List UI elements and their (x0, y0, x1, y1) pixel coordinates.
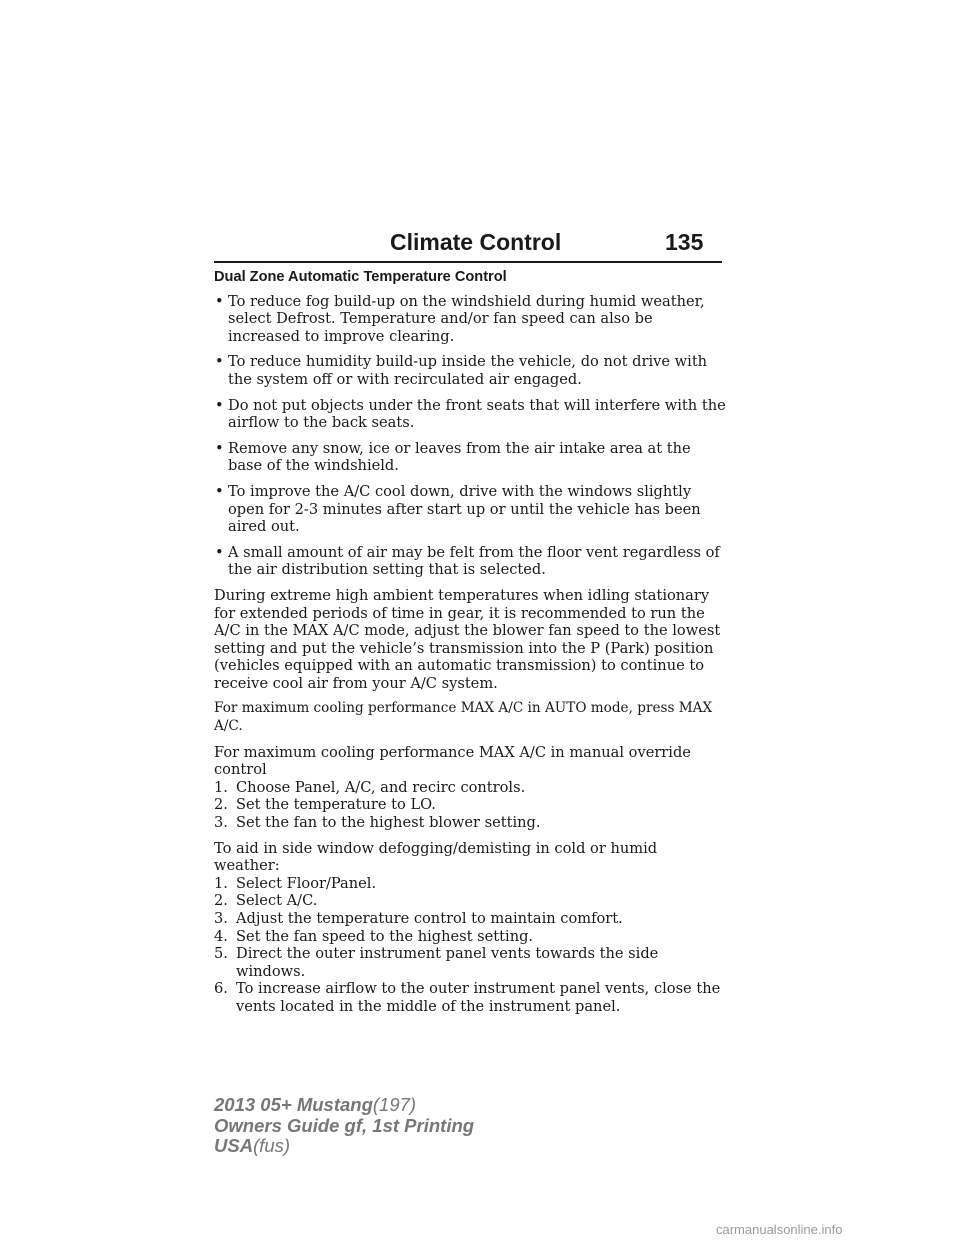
page-header-title: Climate Control (390, 229, 562, 255)
section-title: Dual Zone Automatic Temperature Control (214, 269, 507, 285)
step-item: 4. Set the fan speed to the highest setting. (214, 927, 534, 945)
step-item: 2. Set the temperature to LO. (214, 796, 436, 814)
page-content (214, 266, 726, 1024)
defogging-steps (214, 875, 726, 1016)
tips-list (214, 293, 726, 579)
footer-line-2: Owners Guide gf, 1st Printing (214, 1114, 475, 1136)
manual-override-intro: For maximum cooling performance MAX A/C in manual override control (214, 743, 691, 779)
step-item: 2. Select A/C. (214, 892, 318, 910)
print-footer (214, 1095, 474, 1157)
manual-override-steps (214, 779, 726, 832)
bullet-icon: • (215, 439, 224, 457)
footer-line-3: USA(fus) (214, 1135, 291, 1156)
bullet-icon: • (215, 353, 224, 371)
step-item: 6. To increase airflow to the outer instrument panel vents, close the vents located in the middle of the instrument panel. (214, 980, 721, 1015)
bullet-icon: • (215, 543, 224, 561)
footer-line-1: 2013 05+ Mustang(197) (214, 1094, 417, 1115)
list-item: • A small amount of air may be felt from the floor vent regardless of the air distribution setting that is selected. (215, 543, 720, 579)
step-item: 3. Adjust the temperature control to maintain comfort. (214, 910, 623, 927)
header-rule (214, 261, 722, 263)
step-item: 1. Choose Panel, A/C, and recirc controls. (214, 778, 526, 796)
page-number: 135 (665, 229, 704, 255)
extreme-temperature-paragraph: During extreme high ambient temperatures when idling stationary for extended periods of time in gear, it is recommended to run the A/C in the MAX A/C mode, adjust the blower fan speed to the lowest setting and put the vehicle’s transmission into the P (Park) position (vehicles equipped with an automatic transmission) to continue to receive cool air from your A/C system. (214, 586, 721, 692)
watermark: carmanualsonline.info (716, 1222, 843, 1237)
bullet-icon: • (215, 396, 224, 414)
step-item: 1. Select Floor/Panel. (214, 874, 377, 892)
list-item: • To improve the A/C cool down, drive with the windows slightly open for 2-3 minutes after start up or until the vehicle has been aired out. (215, 482, 701, 536)
defogging-intro: To aid in side window defogging/demisting in cold or humid weather: (214, 839, 658, 875)
step-item: 3. Set the fan to the highest blower setting. (214, 814, 541, 832)
list-item: • To reduce humidity build-up inside the vehicle, do not drive with the system off or with recirculated air engaged. (215, 353, 708, 388)
list-item: • To reduce fog build-up on the windshield during humid weather, select Defrost. Temperature and/or fan speed can also be increased to improve clearing. (215, 292, 705, 345)
list-item: • Remove any snow, ice or leaves from the air intake area at the base of the windshield. (215, 439, 691, 475)
list-item: • Do not put objects under the front seats that will interfere with the airflow to the back seats. (215, 396, 726, 432)
bullet-icon: • (215, 482, 224, 500)
step-item: 5. Direct the outer instrument panel vents towards the side windows. (214, 945, 659, 980)
auto-mode-paragraph: For maximum cooling performance MAX A/C in AUTO mode, press MAX A/C. (214, 700, 713, 735)
bullet-icon: • (215, 292, 224, 310)
